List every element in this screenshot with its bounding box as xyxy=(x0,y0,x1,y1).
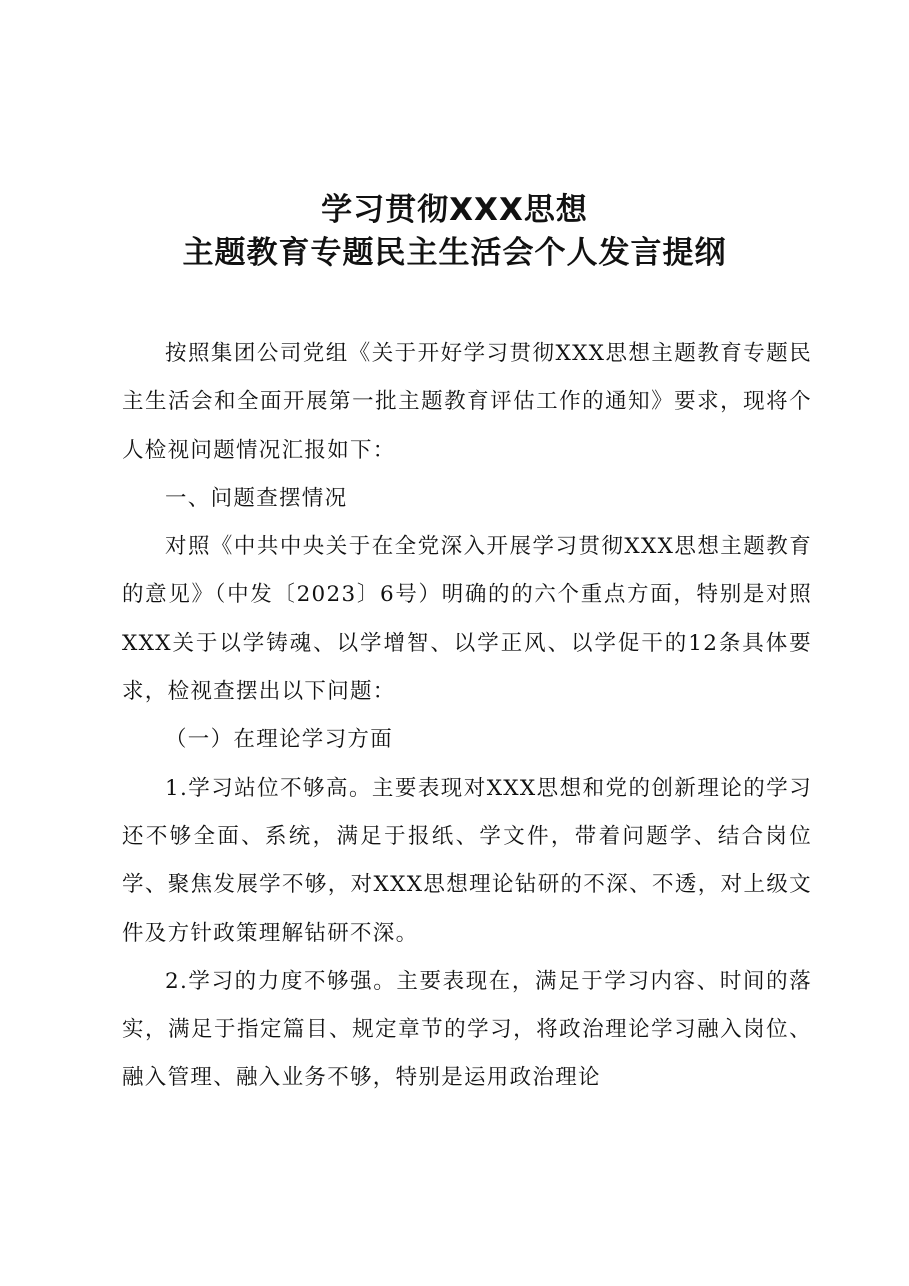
document-title-line-1: 学习贯彻XXX思想 xyxy=(321,192,588,228)
section-heading-1: 一、问题查摆情况 xyxy=(165,485,348,511)
intro-paragraph: 按照集团公司党组《关于开好学习贯彻XXX思想主题教育专题民主生活会和全面开展第一批主题教育评估工作的通知》要求，现将个人检视问题情况汇报如下： xyxy=(122,341,812,463)
issue-paragraph-2: 2.学习的力度不够强。主要表现在，满足于学习内容、时间的落实，满足于指定篇目、规定章节的学习，将政治理论学习融入岗位、融入管理、融入业务不够，特别是运用政治理论 xyxy=(122,968,812,1091)
subsection-heading-1: （一）在理论学习方面 xyxy=(165,727,394,753)
overview-paragraph: 对照《中共中央关于在全党深入开展学习贯彻XXX思想主题教育的意见》（中发〔2023〕6号）明确的的六个重点方面，特别是对照XXX关于以学铸魂、以学增智、以学正风、以学促干的12条具体要求，检视查摆出以下问题： xyxy=(122,534,812,705)
document-body xyxy=(122,330,812,1103)
issue-paragraph-1: 1.学习站位不够高。主要表现对XXX思想和党的创新理论的学习还不够全面、系统，满足于报纸、学文件，带着问题学、结合岗位学、聚焦发展学不够，对XXX思想理论钻研的不深、不透，对上级文件及方针政策理解钻研不深。 xyxy=(122,775,812,946)
document-title-line-2: 主题教育专题民主生活会个人发言提纲 xyxy=(182,235,727,271)
